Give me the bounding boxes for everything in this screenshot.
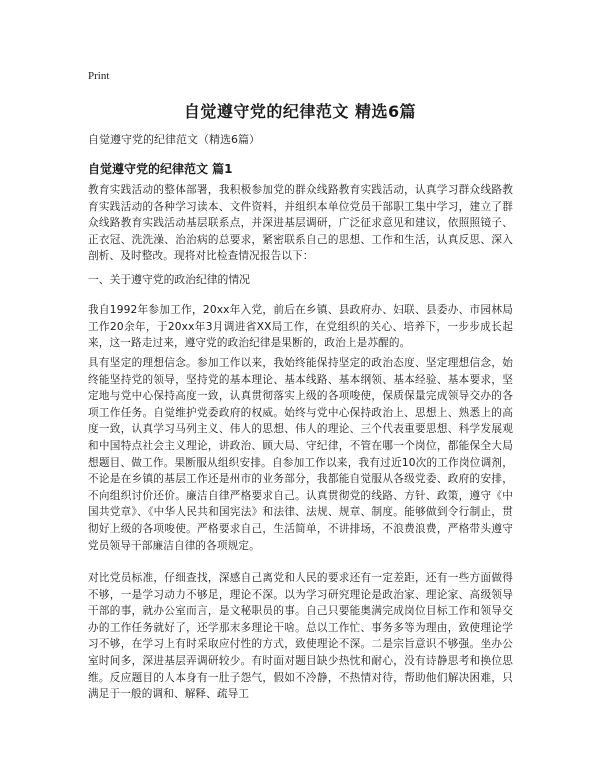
print-link[interactable]: Print xyxy=(88,70,110,82)
paragraph-shortcomings: 对比党员标准，仔细查找，深感自己离党和人民的要求还有一定差距，还有一些方面做得不够，一是学习动力不够足，理论不深。以为学习研究理论是政治家、理论家、高级领导干部的事，就办公室而言，是文秘职员的事。自己只要能奥满完成岗位目标工作和领导交办的工作任务就好了，还学那末多理论干啥。总以工作忙、事务多等为理由，致使理论学习不够，在学习上有时采取应付性的方式，致使理论不深。二是宗旨意识不够强。坐办公室时间多，深进基层弄调研较少。有时面对题目缺少热忱和耐心，没有诗静思考和换位思维。反应题目的人本身有一肚子怨气，假如不冷静，不热情对待，帮助他们解决困难，只满足于一般的调和、解释、疏导工 xyxy=(88,572,513,701)
paragraph-intro: 教育实践活动的整体部署，我积极参加党的群众线路教育实践活动，认真学习群众线路教育实践活动的各种学习读本、文件资料，并组织本单位党员干部职工集中学习，建立了群众线路教育实践活动基层联系点，并深进基层调研，广泛征求意见和建议，依照照镜子、正衣冠、洗洗澡、治治病的总要求，紧密联系自己的思想、工作和生活，认真反思、深入剖析、及时整改。现将对比检查情况报告以下： xyxy=(88,184,513,263)
article-heading: 自觉遵守党的纪律范文 篇1 xyxy=(88,162,233,176)
document-subtitle: 自觉遵守党的纪律范文（精选6篇） xyxy=(88,133,260,146)
page-title: 自觉遵守党的纪律范文 精选6篇 xyxy=(183,102,417,121)
paragraph-ideals: 具有坚定的理想信念。参加工作以来，我始终能保持坚定的政治态度、坚定理想信念，始终能坚持党的领导，坚持党的基本理论、基本线路、基本纲领、基本经验、基本要求，坚定地与党中心保持高度一致，认真贯彻落实上级的各项唆使，保质保量完成领导交办的各项工作任务。自觉维护党委政府的权威。始终与党中心保持政治上、思想上、熟悉上的高度一致，认真学习马列主义、伟人的思想、伟人的理论、三个代表重要思想、科学发展观和中国特点社会主义理论，讲政治、顾大局、守纪律，不管在哪一个岗位，都能保全大局想题目、做工作。果断服从组织安排。自参加工作以来，我有过近10次的工作岗位调剂，不论是在乡镇的基层工作还是州市的业务部分，我都能自觉服从各级党委、政府的安排，不向组织讨价还价。廉洁自律严格要求自己。认真贯彻党的线路、方针、政策，遵守《中国共党章》、《中华人民共和国宪法》和法律、法规、规章、制度。能够做到令行制止，贯彻好上级的各项唆使。严格要求自己，生活简单，不讲排场，不浪费浪费，严格带头遵守党员领导干部廉洁自律的各项规定。 xyxy=(88,357,513,552)
paragraph-background: 我自1992年参加工作，20xx年入党，前后在乡镇、县政府办、妇联、县委办、市园林局工作20余年，于20xx年3月调进省XX局工作，在党组织的关心、培养下，一步步成长起来，这一路走过来，遵守党的政治纪律是果断的，政治上是苏醒的。 xyxy=(88,304,513,350)
section-heading: 一、关于遵守党的政治纪律的情况 xyxy=(88,273,250,286)
